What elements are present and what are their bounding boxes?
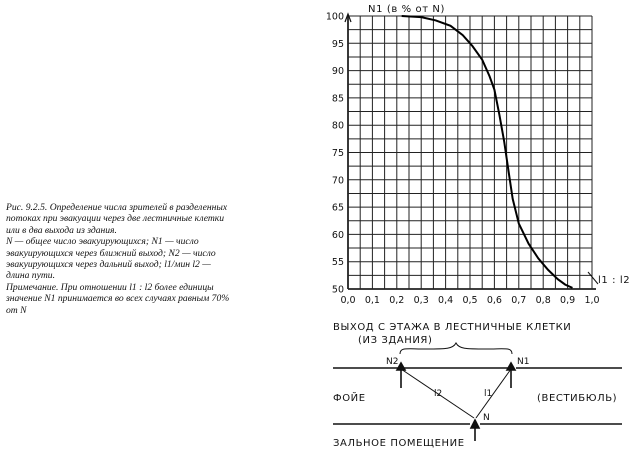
exit-subtitle: (ИЗ ЗДАНИЯ)	[358, 335, 433, 346]
label-n2: N2	[386, 357, 399, 367]
label-hall: ЗАЛЬНОЕ ПОМЕЩЕНИЕ	[333, 438, 465, 449]
y-tick-label: 60	[331, 229, 344, 241]
arrow-n	[471, 420, 479, 441]
chart-grid	[345, 14, 596, 289]
x-tick-label: 0,0	[340, 295, 356, 306]
arrow-n1	[507, 363, 515, 388]
x-tick-label: 0,9	[560, 295, 576, 306]
x-tick-label: 0,2	[389, 295, 405, 306]
x-tick-label: 0,8	[535, 295, 551, 306]
y-axis-title: N1 (в % от N)	[368, 4, 445, 15]
x-tick-label: 0,6	[486, 295, 502, 306]
y-tick-label: 55	[331, 257, 344, 269]
label-n: N	[483, 413, 490, 423]
x-axis-title-slash	[588, 272, 598, 284]
path-l1	[476, 369, 511, 418]
x-axis-title: l1 : l2	[598, 275, 631, 286]
caption-legend: N — общее число эвакуирующихся; N1 — число эвакуирующихся через ближний выход; N2 — число эвакуирующихся через дальний выход; l1/мин l2 — длина пути.	[6, 236, 216, 282]
label-l1: l1	[484, 389, 493, 399]
caption-note: Примечание. При отношении l1 : l2 более единицы значение N1 принимается во всех случаях равным 70% от N	[6, 281, 230, 316]
y-tick-label: 95	[331, 38, 344, 50]
label-l2: l2	[434, 389, 443, 399]
caption-title: Рис. 9.2.5. Определение числа зрителей в разделенных потоках при эвакуации через две лестничные клетки или в два выхода из здания.	[6, 202, 228, 236]
y-tick-label: 65	[331, 202, 344, 214]
y-tick-label: 50	[331, 284, 344, 296]
y-tick-label: 90	[331, 66, 344, 78]
y-tick-label: 80	[331, 120, 344, 132]
x-tick-label: 1,0	[584, 295, 600, 306]
x-tick-label: 0,4	[438, 295, 454, 306]
label-vestibule: (ВЕСТИБЮЛЬ)	[537, 393, 618, 404]
y-tick-label: 85	[331, 93, 344, 105]
x-tick-label: 0,5	[462, 295, 478, 306]
exit-title: ВЫХОД С ЭТАЖА В ЛЕСТНИЧНЫЕ КЛЕТКИ	[333, 322, 572, 333]
y-tick-label: 75	[331, 148, 344, 159]
x-tick-label: 0,3	[413, 295, 429, 306]
y-tick-label: 100	[325, 11, 344, 23]
label-foyer: ФОЙЕ	[333, 393, 366, 404]
y-tick-label: 70	[331, 175, 344, 187]
x-tick-label: 0,1	[364, 295, 380, 306]
x-tick-label: 0,7	[511, 295, 527, 306]
label-n1: N1	[517, 357, 530, 367]
